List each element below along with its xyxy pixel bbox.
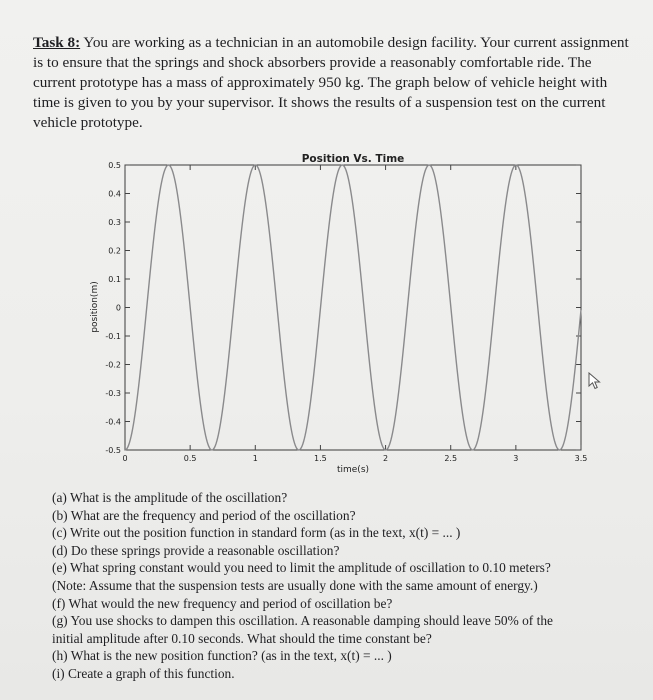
question-list	[52, 489, 632, 683]
y-tick-label: -0.4	[105, 417, 121, 427]
y-axis-ticks	[105, 161, 581, 455]
question-c: (c) Write out the position function in standard form (as in the text, x(t) = ... )	[52, 525, 461, 541]
position-vs-time-chart	[85, 148, 595, 483]
y-axis-label: position(m)	[90, 281, 100, 333]
x-tick-label: 3.5	[574, 454, 588, 463]
question-f: (f) What would the new frequency and period of oscillation be?	[52, 595, 393, 611]
x-tick-label: 1	[252, 454, 258, 463]
position-series-line	[125, 165, 581, 450]
question-e-note: (Note: Assume that the suspension tests are usually done with the same amount of energy.)	[52, 577, 538, 593]
mouse-cursor-icon	[588, 372, 602, 390]
y-tick-label: 0.2	[108, 246, 121, 256]
y-tick-label: 0.3	[108, 218, 121, 227]
task-label: Task 8:	[33, 34, 81, 51]
x-tick-label: 0.5	[183, 454, 197, 463]
y-tick-label: -0.5	[105, 446, 121, 455]
y-tick-label: 0	[115, 303, 121, 313]
question-g: (g) You use shocks to dampen this oscillation. A reasonable damping should leave 50% of the	[52, 613, 553, 629]
y-tick-label: 0.4	[108, 189, 121, 199]
y-tick-label: 0.5	[108, 161, 121, 170]
x-axis-ticks	[122, 165, 587, 463]
x-tick-label: 2.5	[444, 454, 458, 463]
y-tick-label: -0.1	[105, 332, 121, 341]
task-intro-text: You are working as a technician in an automobile design facility. Your current assignment is to ensure that the springs and shock absorbers provide a reasonably comfortable ride. The current prototype has a mass of approximately 950 kg. The graph below of vehicle height with time is given to you by your supervisor. It shows the results of a suspension test on the current vehicle prototype.	[33, 34, 629, 131]
chart-svg	[85, 148, 595, 483]
question-b: (b) What are the frequency and period of the oscillation?	[52, 507, 356, 523]
chart-title: Position Vs. Time	[301, 153, 405, 165]
question-d: (d) Do these springs provide a reasonable oscillation?	[52, 542, 340, 558]
y-tick-label: -0.2	[105, 360, 121, 370]
y-tick-label: 0.1	[108, 275, 121, 284]
question-h: (h) What is the new position function? (as in the text, x(t) = ... )	[52, 648, 392, 664]
x-axis-label: time(s)	[336, 465, 370, 475]
question-g-continued: initial amplitude after 0.10 seconds. What should the time constant be?	[52, 630, 432, 646]
x-tick-label: 3	[513, 454, 519, 463]
y-tick-label: -0.3	[105, 389, 121, 398]
x-tick-label: 0	[122, 454, 128, 463]
question-a: (a) What is the amplitude of the oscillation?	[52, 490, 288, 505]
task-intro-paragraph	[33, 33, 633, 133]
question-e: (e) What spring constant would you need to limit the amplitude of oscillation to 0.10 meters?	[52, 560, 551, 576]
x-tick-label: 2	[383, 454, 389, 463]
x-tick-label: 1.5	[314, 454, 327, 463]
question-i: (i) Create a graph of this function.	[52, 665, 235, 681]
